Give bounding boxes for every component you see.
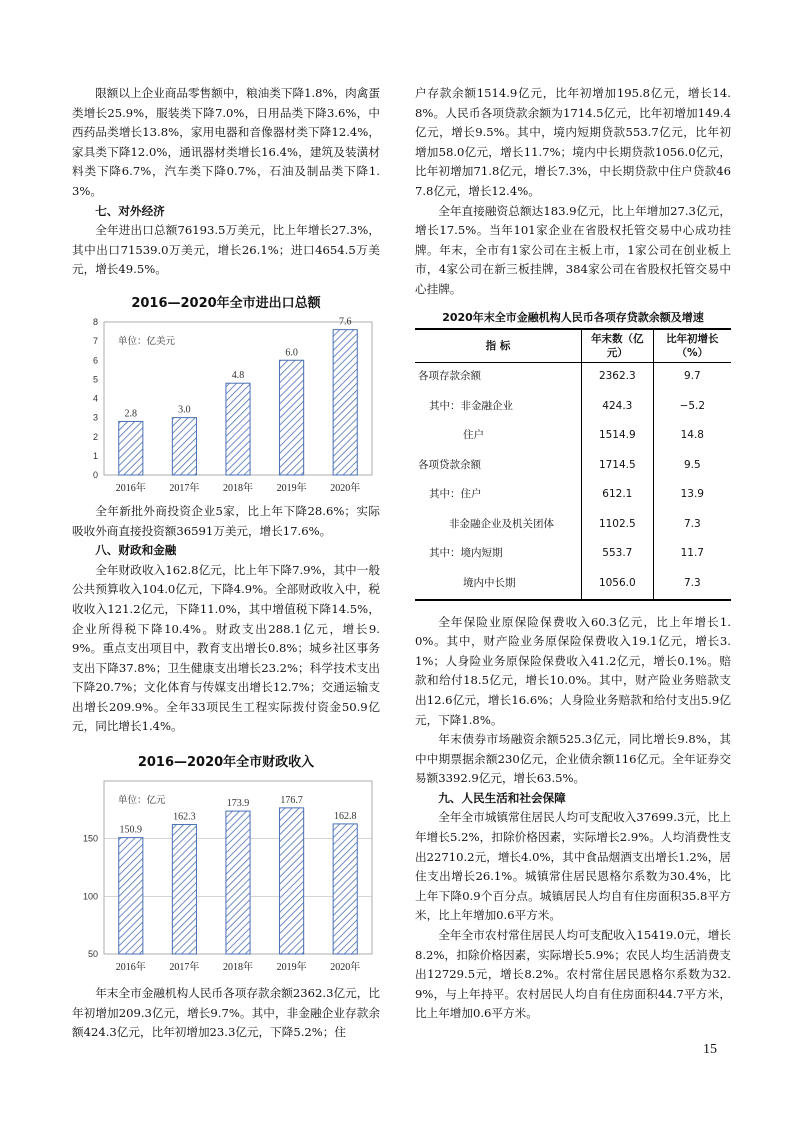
row-label: 境内中长期 (415, 569, 582, 600)
row-growth: 7.3 (653, 510, 731, 540)
chart-title: 2016—2020年全市财政收入 (137, 755, 315, 771)
y-tick-label: 5 (92, 374, 98, 385)
data-label: 176.7 (280, 794, 303, 806)
row-growth: 14.8 (653, 422, 731, 452)
row-label: 各项存款余额 (418, 370, 481, 383)
right-column (415, 84, 731, 1024)
y-tick-label: 150 (82, 833, 98, 844)
y-tick-label: 8 (92, 316, 98, 327)
paragraph-bond: 年末债券市场融资余额525.3亿元，同比增长9.8%，其中中期票据余额230亿元，企业债余额116亿元。全年证券交易额3392.9亿元，增长63.5%。 (415, 732, 731, 786)
bar (119, 421, 143, 475)
unit-label: 单位：亿美元 (118, 335, 176, 347)
paragraph-deposit: 年末全市金融机构人民币各项存款余额2362.3亿元，比年初增加209.3亿元，增长9.7%。其中，非金融企业存款余额424.3亿元，比年初增加23.3亿元，下降5.2%；住 (72, 986, 380, 1040)
table-row (415, 451, 731, 481)
x-tick-label: 2019年 (276, 482, 307, 494)
paragraph-deposit-continued: 户存款余额1514.9亿元，比年初增加195.8亿元，增长14.8%。人民币各项贷款余额为1714.5亿元，比年初增加149.4亿元，增长9.5%。其中，境内短期贷款553.7亿元，比年初增加58.0亿元，增长11.7%；境内中长期贷款1056.0亿元，比年初增加71.8亿元，增长7.3%，中长期贷款中住户贷款467.8亿元，增长12.4%。 (415, 86, 731, 198)
row-label: 住户 (463, 429, 484, 442)
x-tick-label: 2016年 (115, 482, 146, 494)
row-growth: 9.5 (653, 451, 731, 481)
x-tick-label: 2020年 (330, 482, 361, 494)
row-value: 1714.5 (582, 451, 654, 481)
row-growth: −5.2 (653, 392, 731, 422)
data-label: 173.9 (226, 798, 250, 810)
bar (226, 383, 250, 475)
paragraph-rural-income: 全年全市农村常住居民人均可支配收入15419.0元，增长8.2%，扣除价格因素，实际增长5.9%；农民人均生活消费支出12729.5元，增长8.2%。农村常住居民恩格尔系数为32.9%，与上年持平。农村居民人均自有住房面积44.7平方米，比上年增加0.6平方米。 (415, 928, 731, 1021)
chart-trade-svg (72, 314, 380, 499)
y-tick-label: 2 (92, 431, 98, 442)
data-label: 7.6 (338, 316, 352, 328)
row-value: 2362.3 (582, 362, 654, 392)
row-growth: 9.7 (653, 362, 731, 392)
data-label: 3.0 (178, 404, 191, 416)
y-tick-label: 3 (92, 412, 98, 423)
data-label: 6.0 (285, 347, 298, 359)
finance-table (415, 328, 731, 601)
x-tick-label: 2019年 (276, 962, 307, 974)
y-tick-label: 0 (92, 469, 98, 480)
left-column (72, 84, 380, 1043)
y-tick-label: 6 (92, 355, 98, 366)
paragraph-trade: 全年进出口总额76193.5万美元，比上年增长27.3%，其中出口71539.0万美元，增长26.1%；进口4654.5万美元，增长49.5%。 (72, 223, 380, 277)
data-label: 162.8 (333, 810, 357, 822)
row-growth: 7.3 (653, 569, 731, 600)
row-value: 553.7 (582, 540, 654, 570)
row-label: 非金融企业及机关团体 (449, 517, 554, 530)
data-label: 4.8 (231, 370, 245, 382)
table-row (415, 392, 731, 422)
heading-living: 九、人民生活和社会保障 (438, 790, 566, 805)
paragraph-retail: 限额以上企业商品零售额中，粮油类下降1.8%，肉禽蛋类增长25.9%，服装类下降7.0%，日用品类下降3.6%，中西药品类增长13.8%，家用电器和音像器材类下降12.4%，家具类下降12.0%，通讯器材类增长16.4%，建筑及装潢材料类下降6.7%，汽车类下降0.7%，石油及制品类下降1.3%。 (72, 86, 380, 198)
table-row (415, 362, 731, 392)
table-row (415, 422, 731, 452)
data-label: 150.9 (119, 824, 143, 836)
row-value: 612.1 (582, 481, 654, 511)
bar (172, 825, 196, 955)
bar (280, 808, 304, 954)
data-label: 2.8 (124, 408, 138, 420)
paragraph-insurance: 全年保险业原保险保费收入60.3亿元，比上年增长1.0%。其中，财产险业务原保险保费收入19.1亿元，增长3.1%；人身险业务原保险保费收入41.2亿元，增长0.1%。赔款和给付18.5亿元，增长10.0%。其中，财产险业务赔款支出12.6亿元，增长16.6%；人身险业务赔款和给付支出5.9亿元，下降1.8%。 (415, 614, 731, 727)
heading-foreign-economy: 七、对外经济 (95, 203, 165, 218)
y-tick-label: 50 (87, 949, 98, 960)
chart-trade (72, 294, 380, 499)
x-tick-label: 2017年 (169, 482, 200, 494)
header-value: 年末数（亿元） (582, 329, 654, 363)
table-row (415, 540, 731, 570)
y-tick-label: 100 (82, 891, 98, 902)
chart-fiscal (72, 753, 380, 978)
data-label: 162.3 (173, 811, 196, 823)
bar (172, 418, 196, 475)
x-tick-label: 2020年 (330, 962, 361, 974)
row-label: 其中：住户 (429, 488, 482, 501)
bar (119, 838, 143, 954)
table-header-row (415, 329, 731, 363)
row-label: 各项贷款余额 (418, 458, 481, 471)
row-value: 1056.0 (582, 569, 654, 600)
row-label: 其中：境内短期 (429, 547, 503, 560)
x-tick-label: 2017年 (169, 962, 200, 974)
bar (333, 824, 357, 954)
y-tick-label: 7 (92, 336, 98, 347)
paragraph-direct-financing: 全年直接融资总额达183.9亿元，比上年增加27.3亿元，增长17.5%。当年101家企业在省股权托管交易中心成功挂牌。年末，全市有1家公司在主板上市，1家公司在创业板上市，4家公司在新三板挂牌，384家公司在省股权托管交易中心挂牌。 (415, 203, 731, 296)
table-row (415, 510, 731, 540)
paragraph-fdi: 全年新批外商投资企业5家，比上年下降28.6%；实际吸收外商直接投资额36591万美元，增长17.6%。 (72, 503, 380, 538)
bar (333, 330, 357, 475)
row-growth: 13.9 (653, 481, 731, 511)
bar (226, 811, 250, 954)
table-row (415, 481, 731, 511)
row-value: 1514.9 (582, 422, 654, 452)
chart-title: 2016—2020年全市进出口总额 (131, 295, 321, 311)
table-title: 2020年末全市金融机构人民币各项存贷款余额及增速 (442, 310, 704, 324)
header-indicator: 指 标 (415, 329, 582, 363)
row-value: 424.3 (582, 392, 654, 422)
bar (280, 360, 304, 475)
y-tick-label: 4 (92, 393, 98, 404)
heading-finance: 八、财政和金融 (95, 543, 177, 558)
row-value: 1102.5 (582, 510, 654, 540)
y-tick-label: 1 (92, 450, 98, 461)
table-row (415, 569, 731, 600)
chart-fiscal-svg (72, 773, 380, 978)
row-label: 其中：非金融企业 (429, 399, 513, 412)
paragraph-urban-income: 全年全市城镇常住居民人均可支配收入37699.3元，比上年增长5.2%，扣除价格因素，实际增长2.9%。人均消费性支出22710.2元，增长4.0%，其中食品烟酒支出增长1.2%，居住支出增长26.1%。城镇常住居民恩格尔系数为30.4%，比上年下降0.9个百分点。城镇居民人均自有住房面积35.8平方米，比上年增加0.6平方米。 (415, 810, 731, 923)
header-growth: 比年初增长（%） (653, 329, 731, 363)
paragraph-fiscal: 全年财政收入162.8亿元，比上年下降7.9%，其中一般公共预算收入104.0亿元，下降4.9%。全部财政收入中，税收收入121.2亿元，下降11.0%，其中增值税下降14.5%，企业所得税下降10.4%。财政支出288.1亿元，增长9.9%。重点支出项目中，教育支出增长0.8%；城乡社区事务支出下降37.8%；卫生健康支出增长23.2%；科学技术支出下降20.7%；文化体育与传媒支出增长12.7%；交通运输支出增长209.9%。全年33项民生工程实际拨付资金50.9亿元，同比增长1.4%。 (72, 562, 380, 734)
x-tick-label: 2016年 (115, 962, 146, 974)
x-tick-label: 2018年 (223, 482, 253, 494)
unit-label: 单位：亿元 (118, 795, 166, 807)
x-tick-label: 2018年 (223, 962, 253, 974)
row-growth: 11.7 (653, 540, 731, 570)
page-number: 15 (703, 1042, 717, 1057)
